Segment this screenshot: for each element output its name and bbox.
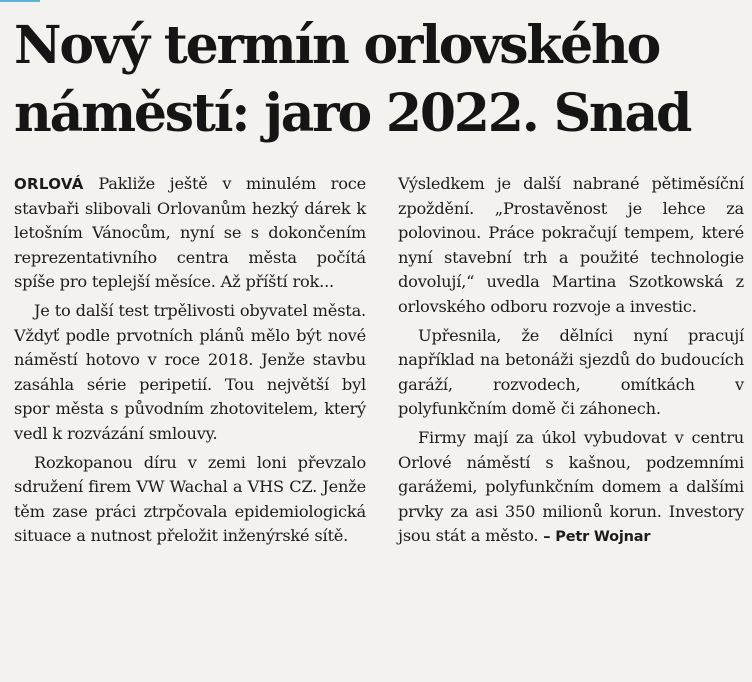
headline-line-2: náměstí: jaro 2022. Snad [14,83,691,144]
article-body [14,172,744,554]
paragraph-3: Rozkopanou díru v zemi loni převzalo sdružení firem VW Wachal a VHS CZ. Jenže těm zase práci ztrpčovala epidemiologická situace a nutnost přeložit inženýrské sítě. [14,452,366,546]
headline-line-1: Nový termín orlovského [14,15,660,76]
paragraph-6 [398,426,744,550]
paragraph-6-text: Firmy mají za úkol vybudovat v centru Orlové náměstí s kašnou, podzemními garážemi, polyfunkčním domem a dalšími prvky za asi 350 milionů korun. Investory jsou stát a město. [398,427,744,546]
author-dash: – [543,529,551,546]
accent-rule [0,0,40,2]
paragraph-2: Je to další test trpělivosti obyvatel města. Vždyť podle prvotních plánů mělo být nové náměstí hotovo v roce 2018. Jenže stavbu zasáhla série peripetií. Tou největší byl spor města s původním zhotovitelem, který vedl k rozvázání smlouvy. [14,300,366,443]
dateline: ORLOVÁ [14,175,84,193]
column-left [14,172,366,554]
paragraph-1-text: Pakliže ještě v minulém roce stavbaři slibovali Orlovanům hezký dárek k letošním Vánocům, nyní se s dokončením reprezentativního centra města počítá spíše pro teplejší měsíce. Až příští rok... [14,174,366,292]
author-name: Petr Wojnar [555,529,651,546]
column-right [398,172,744,554]
headline [14,12,744,148]
paragraph-4: Výsledkem je další nabrané pětiměsíční zpoždění. „Prostavěnost je lehce za polovinou. Práce pokračují tempem, které nyní stavební trh a použité technologie dovolují,“ uvedla Martina Szotkowská z orlovského odboru rozvoje a investic. [398,174,744,316]
paragraph-1 [14,172,366,295]
paragraph-5: Upřesnila, že dělníci nyní pracují například na betonáži sjezdů do budoucích garáží, rozvodech, omítkách v polyfunkčním domě či záhonech. [398,325,744,419]
